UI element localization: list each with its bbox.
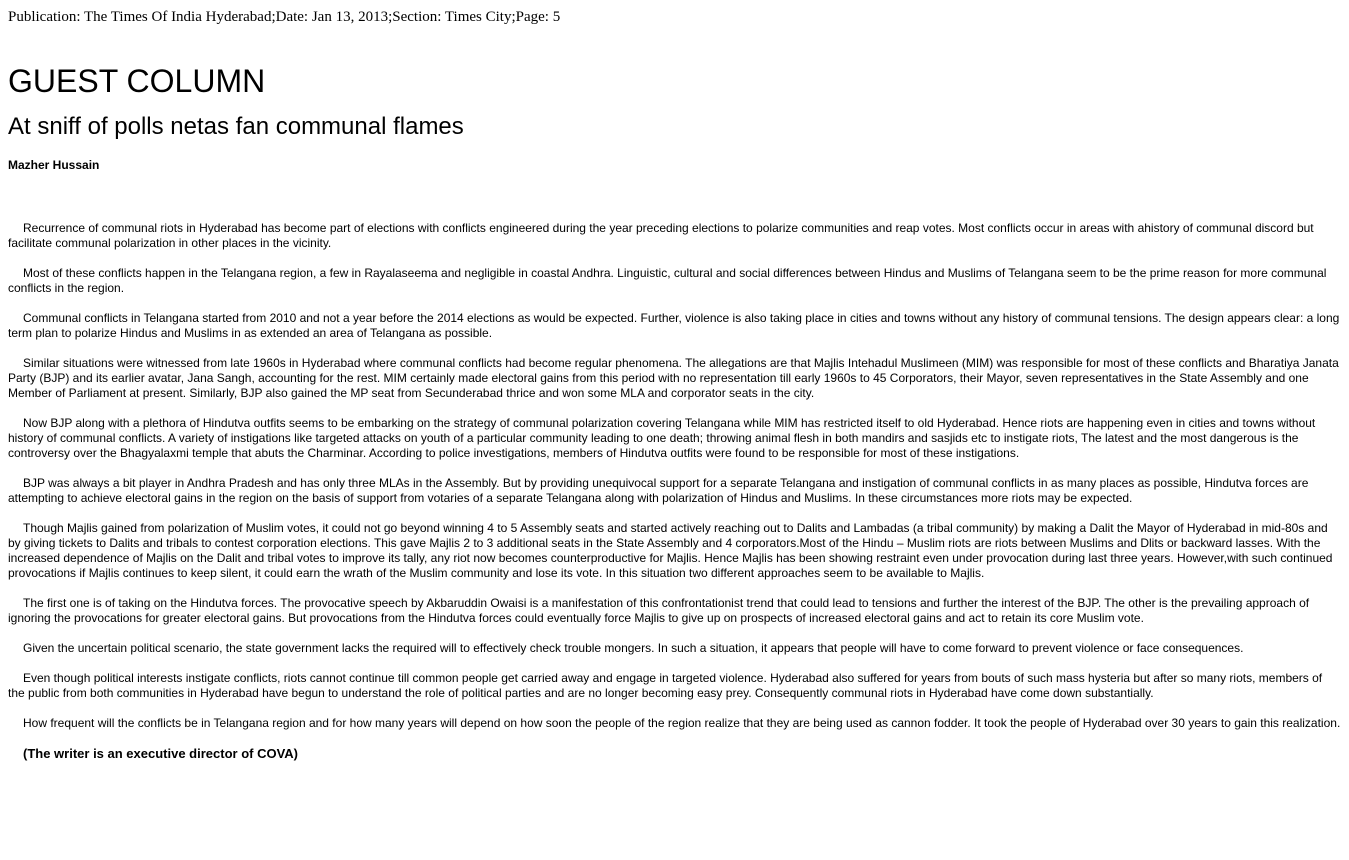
paragraph-3: Communal conflicts in Telangana started from 2010 and not a year before the 2014 elections as would be expected. Further, violence is also taking place in cities and towns without any history of communal tensions. The design appears clear: a long term plan to polarize Hindus and Muslims in as extended an area of Telangana as possible.	[8, 311, 1340, 340]
paragraph-2: Most of these conflicts happen in the Telangana region, a few in Rayalaseema and negligible in coastal Andhra. Linguistic, cultural and social differences between Hindus and Muslims of Telangana seem to be the prime reason for more communal conflicts in the region.	[8, 266, 1327, 295]
paragraph-6: BJP was always a bit player in Andhra Pradesh and has only three MLAs in the Assembly. But by providing unequivocal support for a separate Telangana and instigation of communal conflicts in as many places as possible, Hindutva forces are attempting to achieve electoral gains in the region on the basis of support from votaries of a separate Telangana along with polarization of Hindus and Muslims. In these circumstances more riots may be expected.	[8, 476, 1309, 505]
paragraph-7: Though Majlis gained from polarization of Muslim votes, it could not go beyond winning 4 to 5 Assembly seats and started actively reaching out to Dalits and Lambadas (a tribal community) by making a Dalit the Mayor of Hyderabad in mid-80s and by giving tickets to Dalits and tribals to contest corporation elections. This gave Majlis 2 to 3 additional seats in the State Assembly and 4 corporators.Most of the Hindu – Muslim riots are riots between Muslims and Dlits or backward lasses. With the increased dependence of Majlis on the Dalit and tribal votes to improve its tally, any riot now becomes counterproductive for Majlis. Hence Majlis has been showing restraint even under provocation during last three years. However,with such continued provocations if Majlis continues to keep silent, it could earn the wrath of the Muslim community and lose its vote. In this situation two different approaches seem to be available to Majlis.	[8, 521, 1333, 580]
column-heading: GUEST COLUMN	[8, 63, 266, 99]
author-byline: Mazher Hussain	[8, 158, 100, 172]
paragraph-8: The first one is of taking on the Hindutva forces. The provocative speech by Akbaruddin Owaisi is a manifestation of this confrontationist trend that could lead to tensions and further the interest of the BJP. The other is the prevailing approach of ignoring the provocations for greater electoral gains. But provocations from the Hindutva forces could eventually force Majlis to give up on prospects of increased electoral gains and act to retain its core Muslim vote.	[8, 596, 1310, 625]
paragraph-1: Recurrence of communal riots in Hyderabad has become part of elections with conflicts engineered during the year preceding elections to polarize communities and reap votes. Most conflicts occur in areas with ahistory of communal discord but facilitate communal polarization in other places in the vicinity.	[8, 221, 1314, 250]
article-body	[8, 221, 1341, 762]
article-headline: At sniff of polls netas fan communal flames	[8, 113, 464, 140]
paragraph-4: Similar situations were witnessed from late 1960s in Hyderabad where communal conflicts had become regular phenomena. The allegations are that Majlis Intehadul Muslimeen (MIM) was responsible for most of these conflicts and Bharatiya Janata Party (BJP) and its earlier avatar, Jana Sangh, accounting for the rest. MIM certainly made electoral gains from this period with no representation till early 1960s to 45 Corporators, their Mayor, seven representatives in the State Assembly and one Member of Parliament at present. Similarly, BJP also gained the MP seat from Secunderabad thrice and won some MLA and corporator seats in the city.	[8, 356, 1339, 400]
publication-line: Publication: The Times Of India Hyderabad;Date: Jan 13, 2013;Section: Times City;Page: 5	[8, 9, 561, 25]
paragraph-10: Even though political interests instigate conflicts, riots cannot continue till common people get carried away and engage in targeted violence. Hyderabad also suffered for years from bouts of such mass hysteria but after so many riots, members of the public from both communities in Hyderabad have begun to understand the role of political parties and are no longer becoming easy prey. Consequently communal riots in Hyderabad have come down substantially.	[8, 671, 1323, 700]
writer-note: (The writer is an executive director of COVA)	[23, 746, 298, 761]
paragraph-9: Given the uncertain political scenario, the state government lacks the required will to effectively check trouble mongers. In such a situation, it appears that people will have to come forward to prevent violence or face consequences.	[23, 641, 1244, 655]
paragraph-11: How frequent will the conflicts be in Telangana region and for how many years will depend on how soon the people of the region realize that they are being used as cannon fodder. It took the people of Hyderabad over 30 years to gain this realization.	[23, 716, 1341, 730]
paragraph-5: Now BJP along with a plethora of Hindutva outfits seems to be embarking on the strategy of communal polarization covering Telangana while MIM has restricted itself to old Hyderabad. Hence riots are happening even in cities and towns without history of communal conflicts. A variety of instigations like targeted attacks on youth of a particular community leading to one death; throwing animal flesh in both mandirs and sasjids etc to instigate riots, The latest and the most dangerous is the controversy over the Bhagyalaxmi temple that abuts the Charminar. According to police investigations, members of Hindutva outfits were found to be responsible for most of these instigations.	[8, 416, 1316, 460]
